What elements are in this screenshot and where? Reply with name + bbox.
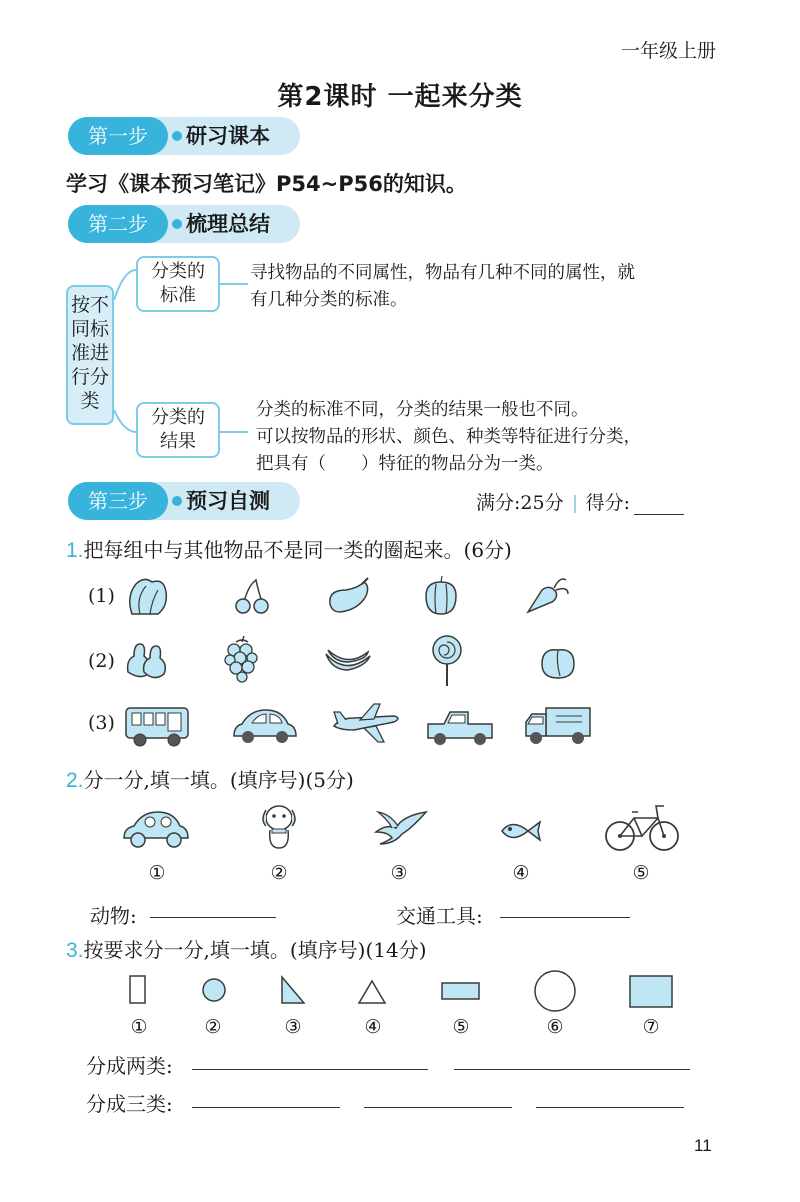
q1-title — [66, 534, 512, 563]
q2-text: 分一分,填一填。(填序号)(5分) — [83, 768, 354, 792]
pickup-truck-icon[interactable] — [424, 706, 496, 748]
step3-banner — [68, 482, 300, 520]
swallow-icon[interactable] — [372, 806, 430, 846]
branch2-box-line: 分类的 — [151, 407, 205, 428]
q3-shape-label: ⑤ — [452, 1016, 470, 1038]
q3-shape-label: ④ — [364, 1016, 382, 1038]
transport-label: 交通工具: — [396, 904, 483, 928]
step3-title: 预习自测 — [186, 489, 270, 513]
branch2-box-line: 结果 — [160, 431, 196, 452]
q3-title — [66, 934, 427, 963]
two-groups-blank-2[interactable] — [454, 1068, 690, 1070]
step3-label: 第三步 — [68, 482, 168, 520]
q2-title — [66, 764, 354, 793]
tall-rectangle-icon[interactable] — [128, 974, 148, 1006]
branch2-desc-line: 分类的标准不同，分类的结果一般也不同。 — [256, 400, 589, 420]
flat-rectangle-icon[interactable] — [440, 980, 482, 1002]
eggplant-icon[interactable] — [324, 574, 374, 616]
root-line: 行分 — [70, 366, 109, 388]
three-groups-label: 分成三类: — [86, 1092, 173, 1116]
banana-icon[interactable] — [322, 646, 374, 676]
q3-shape-label: ② — [204, 1016, 222, 1038]
branch1-desc-line: 寻找物品的不同属性，物品有几种不同的属性，就 — [250, 263, 635, 283]
pear-icon[interactable] — [122, 636, 170, 682]
branch2-desc-line: 把具有（ ）特征的物品分为一类。 — [256, 454, 554, 474]
triangle-icon[interactable] — [356, 978, 388, 1006]
q3-shape-label: ③ — [284, 1016, 302, 1038]
q3-number: 3. — [66, 939, 84, 962]
bicycle-icon[interactable] — [602, 800, 682, 854]
peach-icon[interactable] — [538, 642, 578, 682]
branch2-box — [136, 402, 220, 458]
step1-label: 第一步 — [68, 117, 168, 155]
mindmap-root-box — [66, 285, 114, 425]
q3-text: 按要求分一分,填一填。(填序号)(14分) — [83, 938, 427, 962]
root-line: 同标 — [70, 318, 109, 340]
cherry-icon[interactable] — [232, 576, 272, 616]
cabbage-icon[interactable] — [122, 574, 172, 620]
q2-item-label: ⑤ — [632, 862, 650, 884]
grade-label: 一年级上册 — [620, 40, 716, 62]
lesson-title: 第2课时 一起来分类 — [277, 82, 523, 112]
car-icon[interactable] — [230, 706, 300, 746]
pepper-icon[interactable] — [420, 574, 462, 618]
carrot-icon[interactable] — [522, 574, 572, 616]
small-circle-icon[interactable] — [200, 976, 228, 1004]
branch1-box — [136, 256, 220, 312]
two-groups-label: 分成两类: — [86, 1054, 173, 1078]
bus-icon[interactable] — [122, 704, 192, 748]
big-circle-icon[interactable] — [532, 968, 578, 1014]
step1-content: 学习《课本预习笔记》P54~P56的知识。 — [66, 172, 467, 196]
three-groups-blank-1[interactable] — [192, 1106, 340, 1108]
puppy-icon[interactable] — [258, 800, 300, 852]
right-triangle-icon[interactable] — [278, 974, 308, 1006]
branch2-desc-line: 可以按物品的形状、颜色、种类等特征进行分类， — [256, 427, 641, 447]
animal-answer-blank[interactable] — [150, 916, 276, 918]
step2-label: 第二步 — [68, 205, 168, 243]
score-label: 得分: — [585, 492, 630, 514]
full-score: 满分:25分 — [476, 492, 564, 514]
two-groups-blank-1[interactable] — [192, 1068, 428, 1070]
q1-row1-label: (1) — [88, 585, 115, 607]
animal-label: 动物: — [90, 904, 137, 928]
step2-title: 梳理总结 — [186, 212, 270, 236]
q1-number: 1. — [66, 539, 84, 562]
score-area — [476, 488, 684, 515]
q2-item-label: ④ — [512, 862, 530, 884]
q2-item-label: ① — [148, 862, 166, 884]
q2-item-label: ③ — [390, 862, 408, 884]
lollipop-icon[interactable] — [430, 634, 464, 688]
van-truck-icon[interactable] — [522, 704, 594, 748]
three-groups-blank-2[interactable] — [364, 1106, 512, 1108]
branch1-box-line: 标准 — [160, 285, 196, 306]
q1-row2-label: (2) — [88, 650, 115, 672]
grape-icon[interactable] — [222, 636, 262, 684]
q1-text: 把每组中与其他物品不是同一类的圈起来。(6分) — [83, 538, 512, 562]
q1-row3-label: (3) — [88, 712, 115, 734]
branch2-description — [256, 397, 641, 478]
root-line: 类 — [80, 390, 100, 412]
q2-item-label: ② — [270, 862, 288, 884]
branch1-box-line: 分类的 — [151, 261, 205, 282]
q2-number: 2. — [66, 769, 84, 792]
three-groups-blank-3[interactable] — [536, 1106, 684, 1108]
branch1-description — [250, 260, 635, 314]
page-number: 11 — [694, 1136, 712, 1155]
root-line: 准进 — [70, 342, 109, 364]
airplane-icon[interactable] — [330, 700, 404, 746]
branch1-desc-line: 有几种分类的标准。 — [250, 290, 408, 310]
transport-answer-blank[interactable] — [500, 916, 630, 918]
toy-car-icon[interactable] — [120, 806, 192, 850]
q3-shape-label: ⑦ — [642, 1016, 660, 1038]
root-line: 按不 — [70, 294, 109, 316]
step1-title: 研习课本 — [186, 124, 270, 148]
bullet-dot-icon — [172, 496, 182, 506]
fish-icon[interactable] — [498, 816, 544, 846]
q3-shape-label: ① — [130, 1016, 148, 1038]
q3-shape-label: ⑥ — [546, 1016, 564, 1038]
big-rectangle-icon[interactable] — [628, 974, 674, 1010]
score-blank[interactable] — [634, 497, 684, 515]
